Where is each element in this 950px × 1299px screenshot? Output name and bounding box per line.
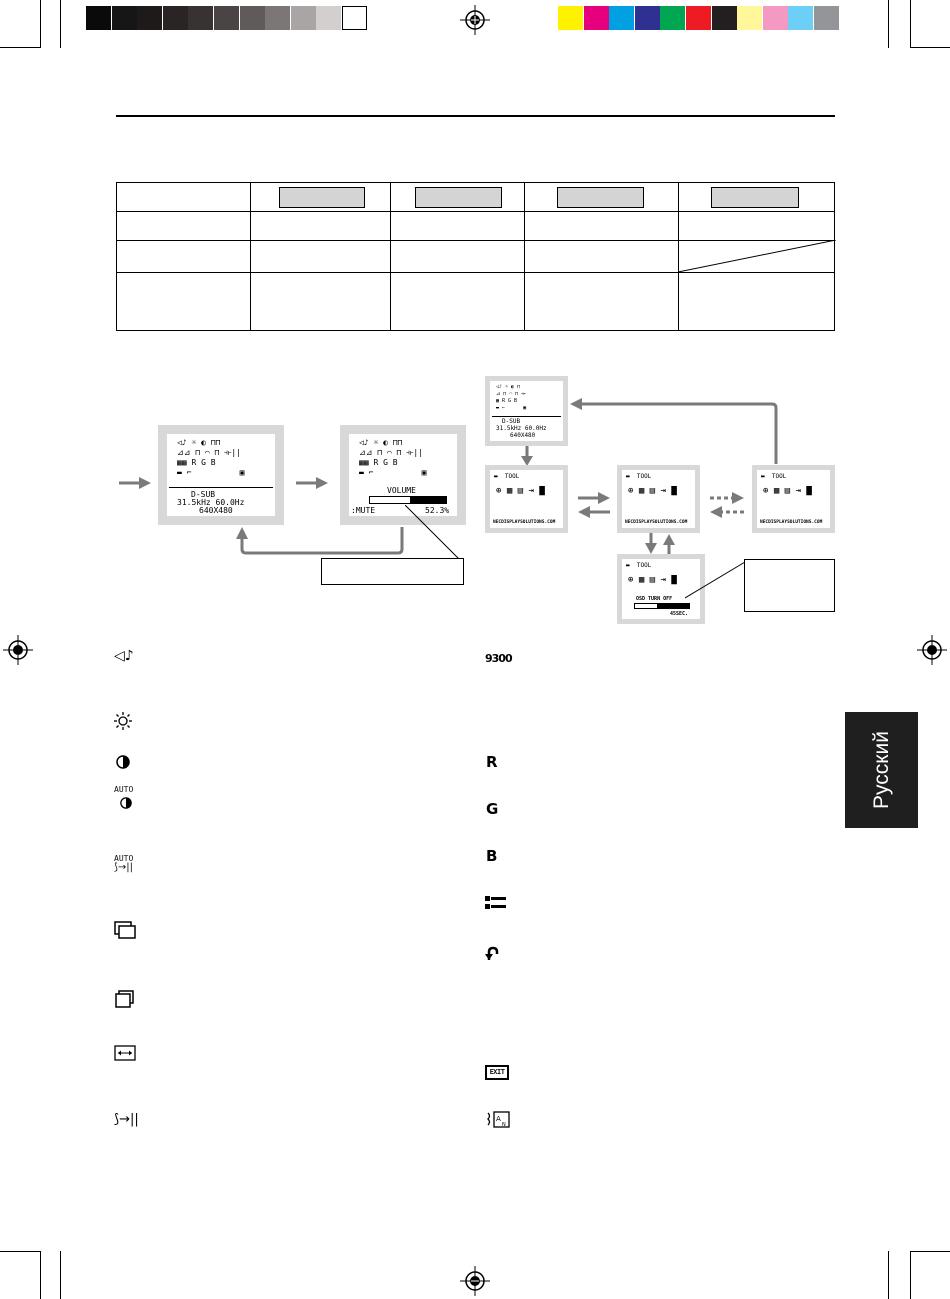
factory-preset-icon: [485, 946, 501, 962]
side-tab-label: Русский: [869, 731, 893, 809]
h-size-icon: [114, 1045, 136, 1061]
tool-url: NECDISPLAYSOLUTIONS.COM: [625, 520, 688, 525]
down-up-icon: [115, 990, 135, 1008]
9300-icon: 9300: [485, 652, 512, 665]
volume-icon: ◁♪: [114, 648, 134, 664]
flow-return-arrow: [232, 527, 407, 559]
auto-contrast-icon: AUTO: [114, 786, 140, 813]
tool-screen-2: ▬ TOOL ⊕ ▦ ▤ ⇥ ▇ NECDISPLAYSOLUTIONS.COM: [617, 465, 700, 533]
osd-volume-value: 52.3%: [425, 506, 450, 515]
flow-arrow-down-1: [520, 446, 534, 466]
crop-mark: [910, 1251, 911, 1299]
flow-arrow-pair-dashed: [710, 490, 744, 520]
callout-line-right: [685, 560, 747, 600]
gray-swatch: [112, 6, 137, 30]
tool-title: TOOL: [504, 473, 520, 480]
flow-arrow-in: [119, 476, 151, 490]
osd-volume-title: VOLUME: [387, 486, 416, 495]
osd-input: D-SUB: [191, 490, 216, 499]
gray-swatch: [163, 6, 188, 30]
flow-loop-arrow: [568, 396, 783, 466]
osd-turnoff-label: OSD TURN OFF: [636, 596, 673, 602]
table-key-button: [415, 187, 502, 208]
osd-freq: 31.5kHz 60.0Hz: [177, 498, 245, 507]
language-icon: [485, 1110, 511, 1130]
callout-line: [405, 505, 465, 563]
table-key-button: [279, 187, 365, 208]
color-swatch: [686, 6, 711, 30]
crop-mark: [910, 47, 950, 48]
flow-arrow-pair-1: [578, 490, 610, 520]
language-side-tab: [845, 712, 918, 828]
crop-mark: [910, 0, 911, 48]
exit-icon: EXIT: [485, 1065, 509, 1080]
registration-mark-top: [460, 5, 490, 35]
osd-turnoff-value: 45SEC.: [670, 611, 689, 617]
brightness-icon: [114, 712, 132, 730]
color-swatch: [635, 6, 660, 30]
tool-title: TOOL: [771, 473, 787, 480]
crop-mark: [910, 1251, 950, 1252]
tool-title: TOOL: [636, 473, 652, 480]
auto-adjust-icon: AUTO ⟆→||: [114, 854, 134, 873]
gray-swatch: [188, 6, 213, 30]
color-swatch: [584, 6, 609, 30]
tool-screen-1: ▬ TOOL ⊕ ▦ ▤ ⇥ ▇ NECDISPLAYSOLUTIONS.COM: [485, 465, 568, 533]
color-swatch: [712, 6, 737, 30]
crop-mark: [888, 0, 889, 48]
flow-arrow-mid: [296, 476, 328, 490]
crop-mark: [888, 1251, 889, 1299]
osd-turnoff-bar: [634, 603, 690, 609]
gray-swatch: [316, 6, 341, 30]
gray-swatch: [342, 6, 367, 30]
table-key-button: [711, 187, 799, 208]
g-icon: G: [486, 800, 499, 818]
tool-screen-osd-turnoff: ▬ TOOL ⊕ ▦ ▤ ⇥ ▇ OSD TURN OFF 45SEC.: [617, 554, 705, 624]
crop-mark: [40, 1251, 41, 1299]
contrast-icon: [116, 755, 130, 769]
osd-small-res: 640X480: [510, 432, 536, 439]
color-swatch: [788, 6, 813, 30]
callout-box-right: [744, 559, 835, 612]
tool-url: NECDISPLAYSOLUTIONS.COM: [760, 520, 823, 525]
color-swatch: [763, 6, 788, 30]
gray-swatch: [86, 6, 111, 30]
osd-mute: :MUTE: [351, 506, 376, 515]
osd-res: 640X480: [199, 506, 233, 515]
gray-swatch: [265, 6, 290, 30]
osd-volume-menu: ◁♪ ☼ ◐ ⊓⊓ ⊿⊿ ⊓ ⌒ ⊓ ⟛|| ▦▦ R G B ▬ ⌐ ▣ VOLUME :MUTE 52.3%: [340, 425, 466, 525]
gray-swatch: [137, 6, 162, 30]
crop-mark: [40, 0, 41, 48]
volume-bar: [369, 496, 447, 504]
gray-swatch: [240, 6, 265, 30]
color-swatch: [814, 6, 839, 30]
color-swatch: [737, 6, 762, 30]
registration-mark-left: [3, 635, 33, 665]
b-icon: B: [486, 847, 498, 865]
controls-table: [116, 182, 835, 331]
svg-text:A: A: [496, 1115, 501, 1123]
r-icon: R: [486, 753, 498, 771]
flow-arrow-updown: [643, 533, 677, 555]
color-swatch: [558, 6, 583, 30]
table-diagonal: [678, 240, 836, 272]
left-right-icon: [114, 921, 136, 939]
crop-mark: [60, 1251, 61, 1299]
gray-swatch: [214, 6, 239, 30]
registration-mark-right: [917, 635, 947, 665]
osd-main-menu: ◁♪ ☼ ◐ ⊓⊓ ⊿⊿ ⊓ ⌒ ⊓ ⟛|| ▦▦ R G B ▬ ⌐ ▣ D-SUB 31.5kHz 60.0Hz 640X480: [158, 425, 284, 525]
svg-text:N: N: [502, 1122, 506, 1128]
crop-mark: [0, 1251, 40, 1252]
callout-box-left: [321, 558, 464, 585]
gray-swatch: [291, 6, 316, 30]
color-swatch: [609, 6, 634, 30]
osd-small-menu: ◁♪ ☼ ◐ ⊓ ⊿ ⊓ ⌒ ⊓ ⟛ ▦ R G B ▬ ⌐ ▣ D-SUB 31.5kHz 60.0Hz 640X480: [485, 376, 568, 446]
tool-icon: [485, 895, 507, 911]
header-rule: [116, 115, 835, 117]
registration-mark-bottom: [460, 1266, 490, 1296]
tool-url: NECDISPLAYSOLUTIONS.COM: [493, 520, 556, 525]
tool-screen-3: ▬ TOOL ⊕ ▦ ▤ ⇥ ▇ NECDISPLAYSOLUTIONS.COM: [752, 465, 835, 533]
color-swatch: [660, 6, 685, 30]
fine-icon: ⟆→||: [114, 1112, 139, 1127]
crop-mark: [0, 47, 40, 48]
table-key-button: [557, 187, 644, 208]
osd-small-input: D-SUB: [502, 418, 521, 425]
crop-mark: [60, 0, 61, 48]
tool-title: TOOL: [636, 562, 652, 569]
osd-small-freq: 31.5kHz 60.0Hz: [496, 425, 547, 432]
